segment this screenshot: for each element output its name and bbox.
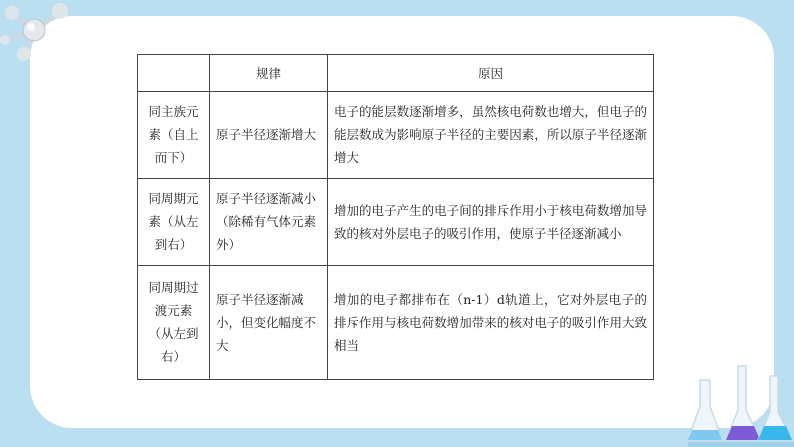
table-header-row <box>138 55 654 92</box>
row-law: 原子半径逐渐减小，但变化幅度不大 <box>210 265 328 379</box>
table-row <box>138 178 654 265</box>
table-row <box>138 265 654 379</box>
row-category: 同周期元素（从左到右） <box>138 178 210 265</box>
table-row <box>138 92 654 179</box>
header-law: 规律 <box>210 55 328 92</box>
row-law: 原子半径逐渐减小（除稀有气体元素外） <box>210 178 328 265</box>
flasks-icon <box>688 360 794 447</box>
row-law: 原子半径逐渐增大 <box>210 92 328 179</box>
molecule-icon <box>0 0 80 64</box>
row-category: 同周期过渡元素（从左到右） <box>138 265 210 379</box>
row-reason: 电子的能层数逐渐增多，虽然核电荷数也增大，但电子的能层数成为影响原子半径的主要因素，所以原子半径逐渐增大 <box>328 92 654 179</box>
header-empty <box>138 55 210 92</box>
row-reason: 增加的电子都排布在（n-1）d轨道上，它对外层电子的排斥作用与核电荷数增加带来的核对电子的吸引作用大致相当 <box>328 265 654 379</box>
row-reason: 增加的电子产生的电子间的排斥作用小于核电荷数增加导致的核对外层电子的吸引作用，使原子半径逐渐减小 <box>328 178 654 265</box>
row-category: 同主族元素（自上而下） <box>138 92 210 179</box>
header-reason: 原因 <box>328 55 654 92</box>
atomic-radius-table <box>137 54 654 380</box>
